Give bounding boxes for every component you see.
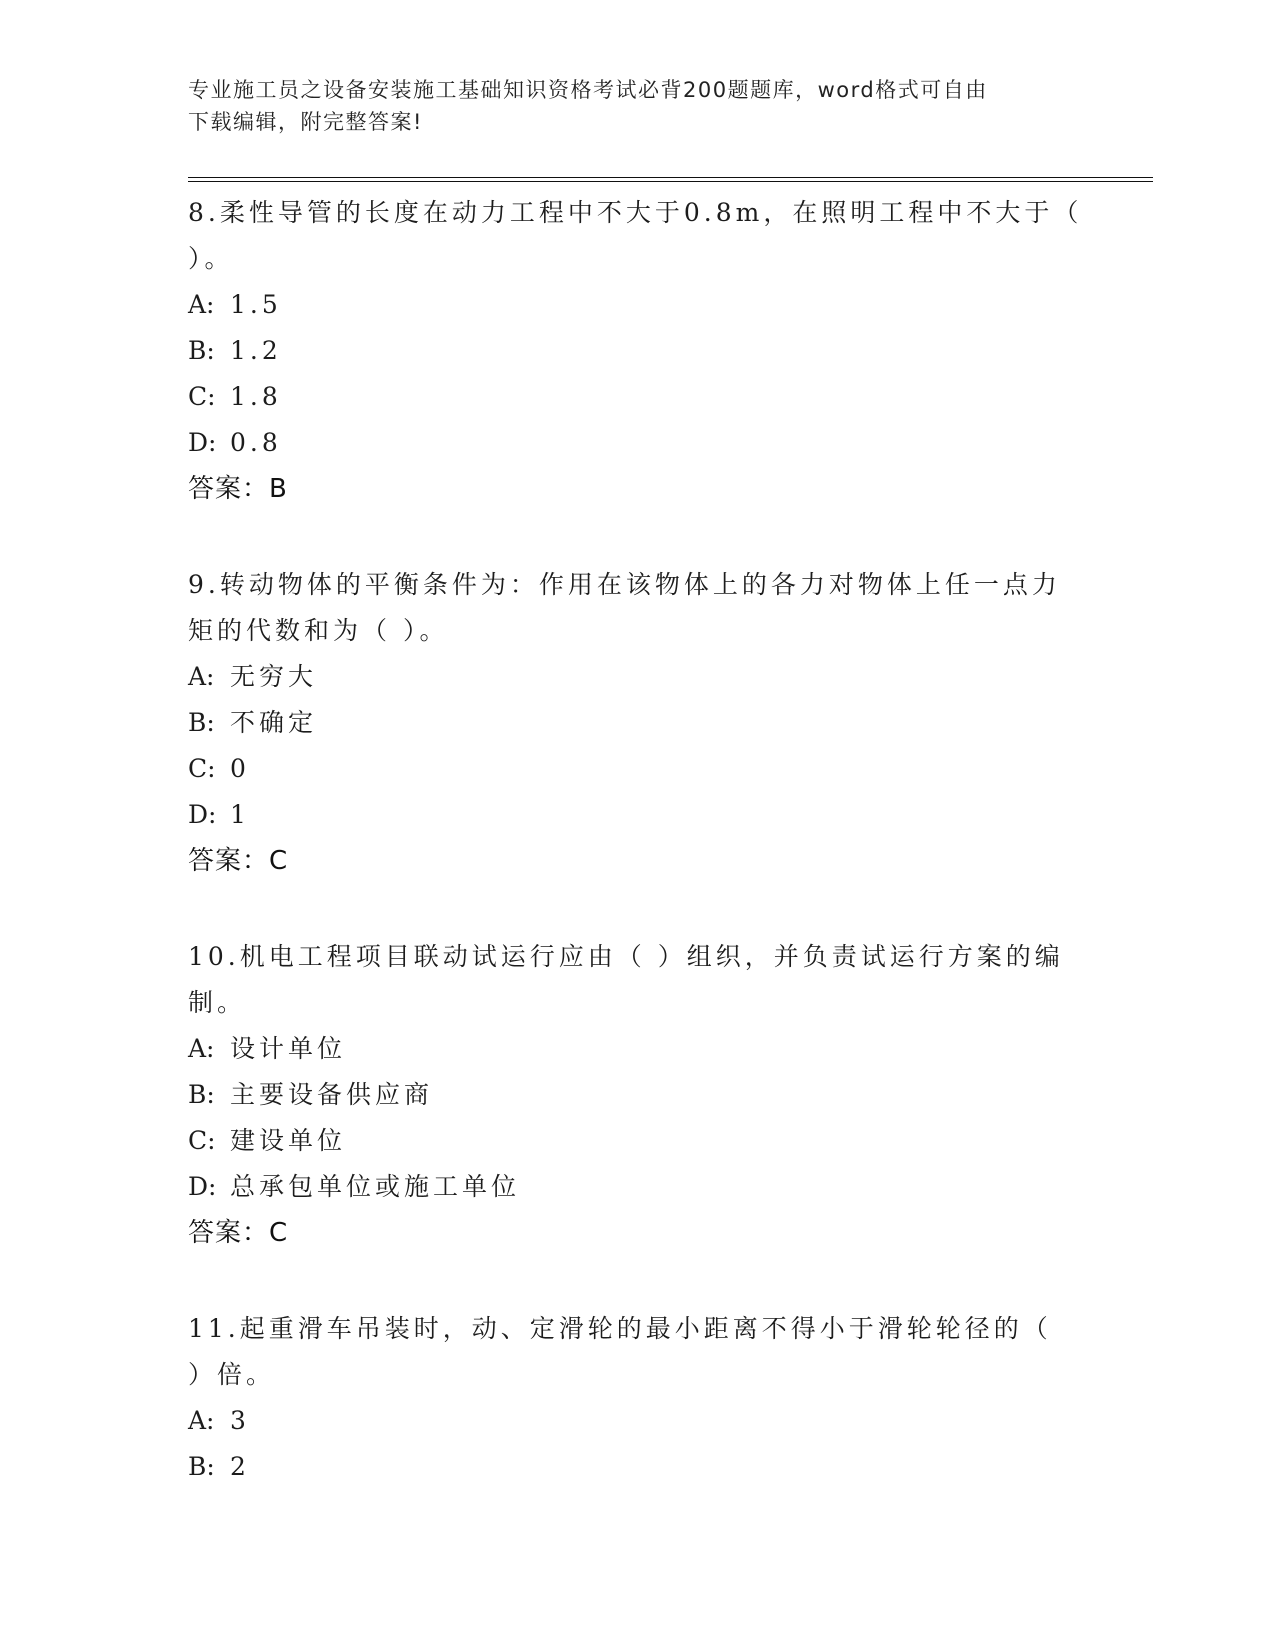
header-divider-bottom <box>188 181 1153 182</box>
option-text: 3 <box>230 1406 250 1435</box>
header-line-1: 专业施工员之设备安装施工基础知识资格考试必背200题题库，word格式可自由 <box>188 78 988 102</box>
answer-line: 答案：C <box>188 1218 289 1248</box>
option-letter: D: <box>188 800 217 829</box>
question-text-line-2: ）倍。 <box>188 1360 276 1389</box>
option-c <box>188 746 1088 792</box>
option-a <box>188 282 1088 328</box>
option-text: 1.8 <box>230 382 282 411</box>
question-text-line-1: 10.机电工程项目联动试运行应由（ ）组织，并负责试运行方案的编 <box>188 942 1064 971</box>
option-text: 1 <box>230 800 250 829</box>
option-letter: A: <box>188 290 215 319</box>
question-item <box>188 1306 1088 1490</box>
document-header <box>188 74 1068 138</box>
option-text: 设计单位 <box>230 1034 347 1063</box>
question-item <box>188 562 1088 884</box>
option-letter: B: <box>188 1452 215 1481</box>
option-letter: B: <box>188 708 215 737</box>
question-item <box>188 190 1088 512</box>
question-item <box>188 934 1088 1256</box>
question-text-line-2: 矩的代数和为（ ）。 <box>188 616 449 645</box>
header-line-2: 下载编辑，附完整答案! <box>188 110 423 134</box>
question-text-line-1: 11.起重滑车吊装时，动、定滑轮的最小距离不得小于滑轮轮径的（ <box>188 1314 1052 1343</box>
option-letter: A: <box>188 1034 215 1063</box>
option-d <box>188 420 1088 466</box>
option-text: 2 <box>230 1452 250 1481</box>
option-a <box>188 654 1088 700</box>
option-text: 1.5 <box>230 290 282 319</box>
option-d <box>188 1164 1088 1210</box>
option-letter: A: <box>188 1406 215 1435</box>
option-b <box>188 1072 1088 1118</box>
option-a <box>188 1026 1088 1072</box>
question-text <box>188 190 1088 282</box>
question-list <box>188 190 1088 1540</box>
option-letter: C: <box>188 382 216 411</box>
question-text <box>188 562 1088 654</box>
option-text: 总承包单位或施工单位 <box>230 1172 521 1201</box>
question-text-line-1: 9.转动物体的平衡条件为：作用在该物体上的各力对物体上任一点力 <box>188 570 1061 599</box>
header-divider-top <box>188 177 1153 178</box>
answer-line: 答案：B <box>188 474 288 504</box>
option-letter: A: <box>188 662 215 691</box>
option-c <box>188 1118 1088 1164</box>
option-d <box>188 792 1088 838</box>
option-text: 0 <box>230 754 250 783</box>
option-b <box>188 1444 1088 1490</box>
option-text: 不确定 <box>230 708 318 737</box>
option-text: 0.8 <box>230 428 282 457</box>
option-letter: C: <box>188 754 216 783</box>
option-text: 无穷大 <box>230 662 318 691</box>
option-letter: C: <box>188 1126 216 1155</box>
question-text <box>188 1306 1088 1398</box>
option-letter: D: <box>188 428 217 457</box>
option-letter: D: <box>188 1172 217 1201</box>
question-text <box>188 934 1088 1026</box>
option-b <box>188 328 1088 374</box>
option-a <box>188 1398 1088 1444</box>
option-letter: B: <box>188 1080 215 1109</box>
option-c <box>188 374 1088 420</box>
question-text-line-1: 8.柔性导管的长度在动力工程中不大于0.8m，在照明工程中不大于（ <box>188 198 1083 227</box>
option-text: 主要设备供应商 <box>230 1080 434 1109</box>
answer-line: 答案：C <box>188 846 289 876</box>
option-text: 建设单位 <box>230 1126 347 1155</box>
option-text: 1.2 <box>230 336 282 365</box>
question-text-line-2: 制。 <box>188 988 247 1017</box>
option-b <box>188 700 1088 746</box>
option-letter: B: <box>188 336 215 365</box>
question-text-line-2: ）。 <box>188 244 234 273</box>
